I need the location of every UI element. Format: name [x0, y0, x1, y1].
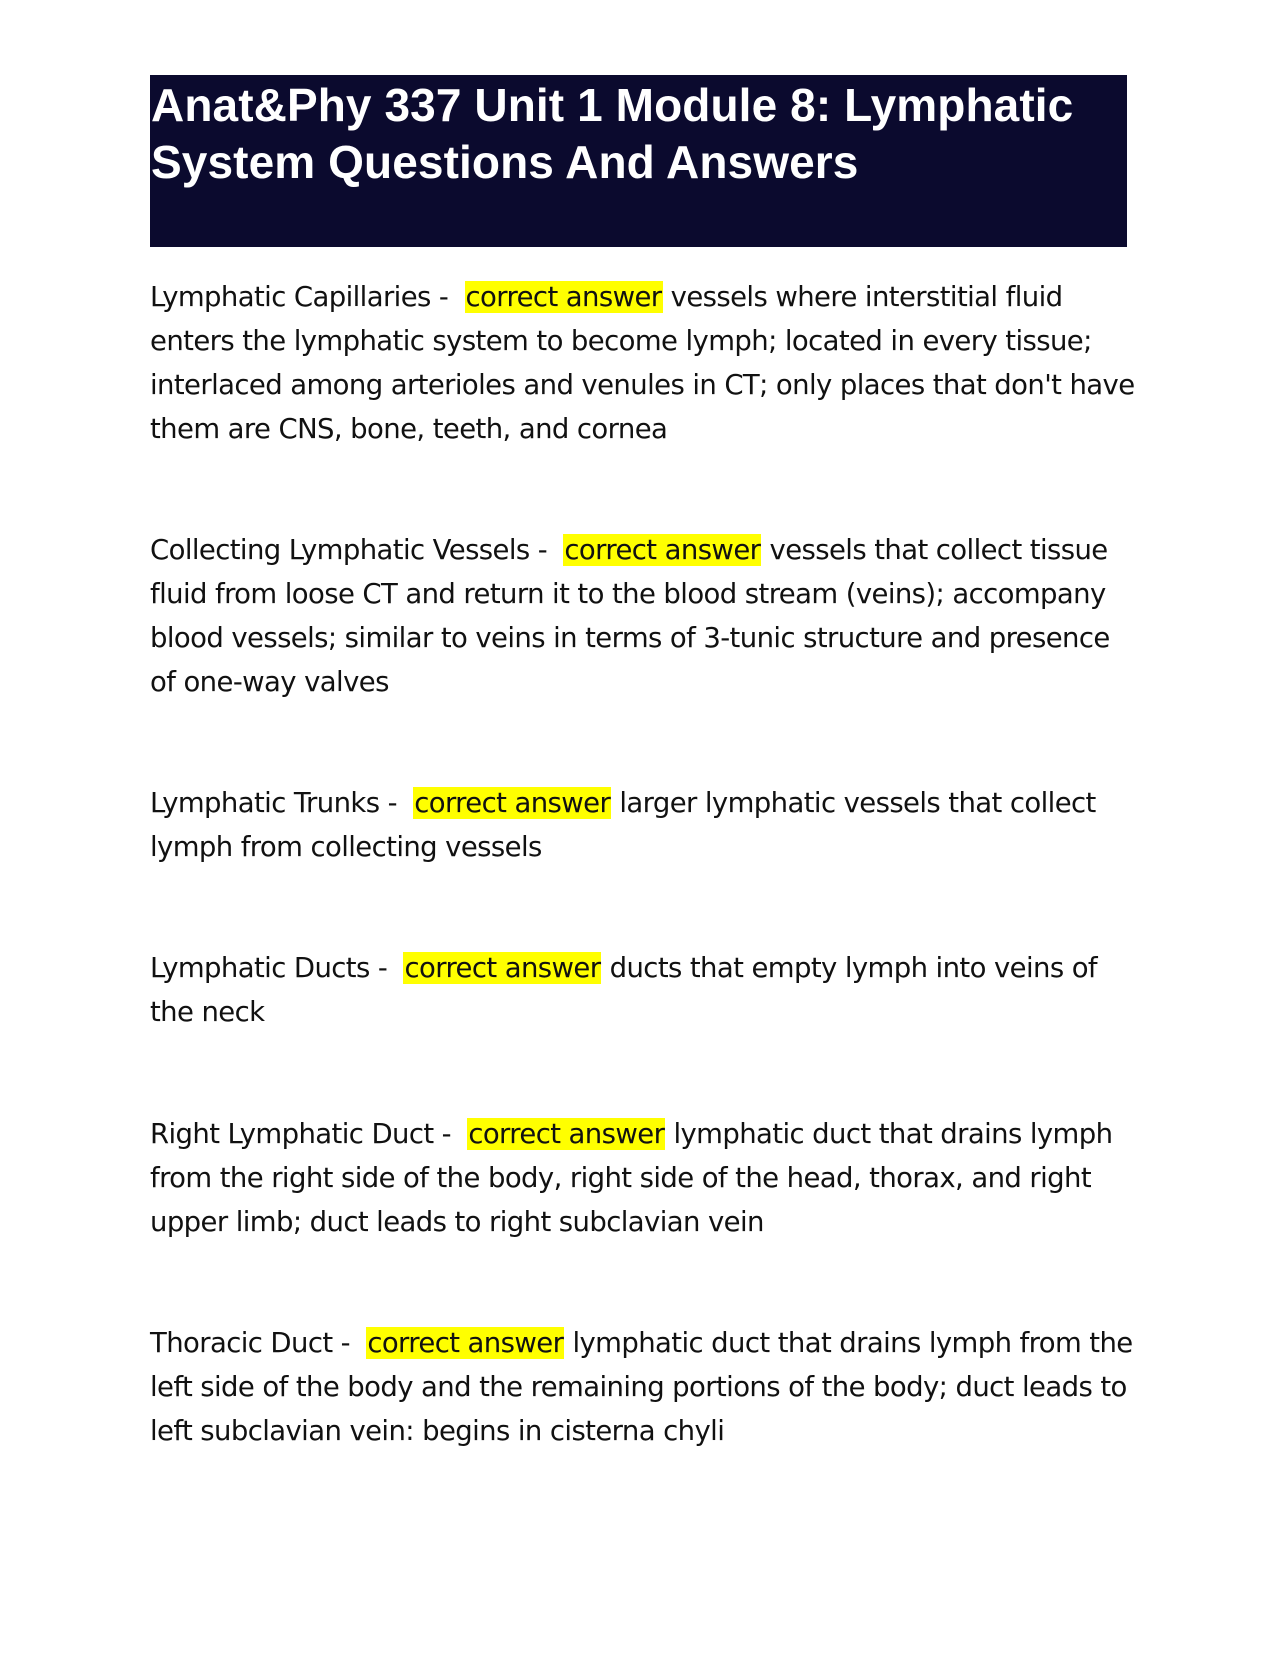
qa-entry: [150, 1321, 1140, 1453]
entry-term: Lymphatic Capillaries -: [150, 281, 449, 313]
entry-definition: larger lymphatic vessels that collect lymph from collecting vessels: [150, 787, 1096, 863]
qa-entry: [150, 946, 1140, 1034]
entry-definition: vessels where interstitial fluid enters the lymphatic system to become lymph; located in every tissue; interlaced among arterioles and venules in CT; only places that don't have them are CNS, bone, teeth, and cornea: [150, 281, 1135, 445]
title-banner: [150, 75, 1127, 247]
qa-entry: [150, 528, 1140, 704]
entry-term: Right Lymphatic Duct -: [150, 1118, 452, 1150]
qa-entry: [150, 781, 1140, 869]
entry-definition: vessels that collect tissue fluid from loose CT and return it to the blood stream (veins); accompany blood vessels; similar to veins in terms of 3-tunic structure and presence of one-way valves: [150, 534, 1110, 698]
answer-marker: correct answer: [564, 534, 761, 566]
document-title: Anat&Phy 337 Unit 1 Module 8: Lymphatic System Questions And Answers: [151, 79, 1074, 188]
entry-term: Lymphatic Ducts -: [150, 952, 388, 984]
entry-definition: ducts that empty lymph into veins of the neck: [150, 952, 1098, 1028]
qa-entry: [150, 1112, 1140, 1244]
entry-definition: lymphatic duct that drains lymph from the right side of the body, right side of the head, thorax, and right upper limb; duct leads to right subclavian vein: [150, 1118, 1113, 1238]
answer-marker: correct answer: [468, 1118, 665, 1150]
entry-definition: lymphatic duct that drains lymph from the left side of the body and the remaining portions of the body; duct leads to left subclavian vein: begins in cisterna chyli: [150, 1327, 1133, 1447]
entry-term: Thoracic Duct -: [150, 1327, 351, 1359]
answer-marker: correct answer: [465, 281, 662, 313]
entry-term: Collecting Lymphatic Vessels -: [150, 534, 548, 566]
answer-marker: correct answer: [367, 1327, 564, 1359]
qa-entry: [150, 275, 1140, 451]
answer-marker: correct answer: [414, 787, 611, 819]
answer-marker: correct answer: [404, 952, 601, 984]
entry-term: Lymphatic Trunks -: [150, 787, 397, 819]
